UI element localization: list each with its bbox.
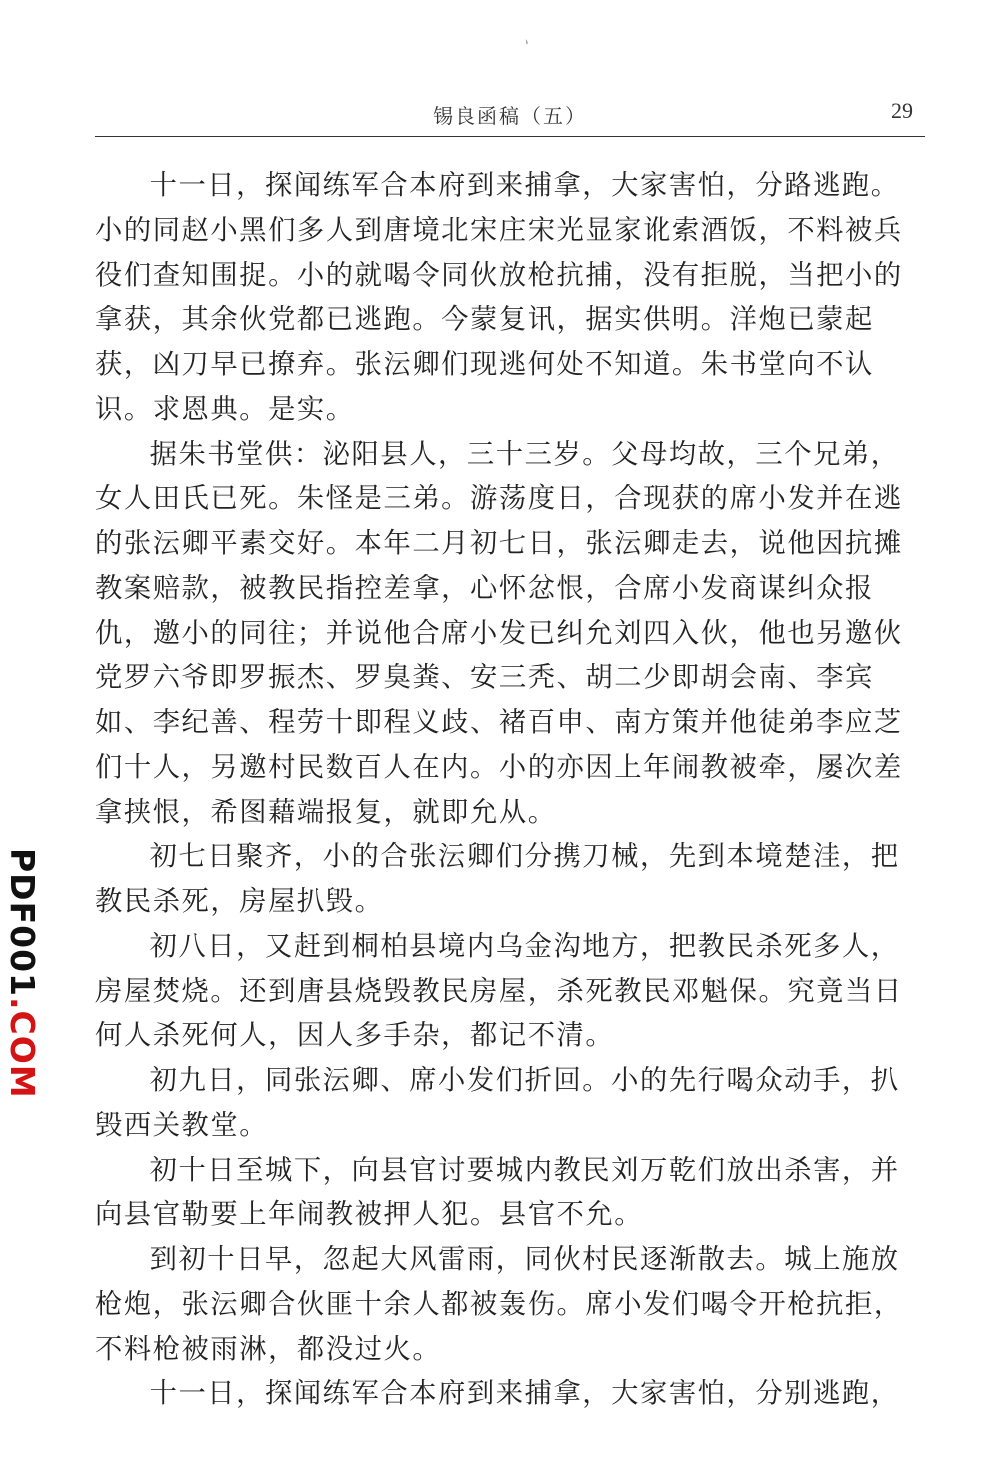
text-line: 们十人，另邀村民数百人在内。小的亦因上年闹教被牵，屡次差 [95,751,903,783]
running-header [95,96,925,137]
text-line: 仇，邀小的同往；并说他合席小发已纠允刘四入伙，他也另邀伙 [95,617,903,649]
paragraph [95,433,927,836]
text-line: 初八日，又赶到桐柏县境内乌金沟地方，把教民杀死多人， [149,930,900,962]
text-line: 拿挟恨，希图藉端报复，就即允从。 [95,796,557,828]
text-line: 十一日，探闻练军合本府到来捕拿，大家害怕，分路逃跑。 [149,170,900,201]
text-line: 枪炮，张沄卿合伙匪十余人都被轰伤。席小发们喝令开枪抗拒， [95,1288,903,1320]
text-line: 获，凶刀早已撩弃。张沄卿们现逃何处不知道。朱书堂向不认 [95,349,874,380]
text-line: 初九日，同张沄卿、席小发们折回。小的先行喝众动手，扒 [149,1065,900,1096]
watermark-text-red: .COM [3,997,42,1099]
paragraph [95,1149,927,1239]
text-line: 据朱书堂供：泌阳县人，三十三岁。父母均故，三个兄弟， [149,438,900,470]
paragraph [95,835,927,925]
text-line: 如、李纪善、程劳十即程义歧、褚百申、南方策并他徒弟李应芝 [95,707,903,738]
text-line: 役们查知围捉。小的就喝令同伙放枪抗捕，没有拒脱，当把小的 [95,259,903,291]
paragraph [95,925,927,1059]
body-text [95,164,927,1417]
text-line: 小的同赵小黑们多人到唐境北宋庄宋光显家讹索酒饭，不料被兵 [95,214,903,246]
paragraph [95,1372,927,1417]
site-watermark [3,848,42,1099]
text-line: 教民杀死，房屋扒毁。 [95,886,384,917]
text-line: 不料枪被雨淋，都没过火。 [95,1333,442,1365]
watermark-text-black: PDF001 [3,848,42,998]
text-line: 房屋焚烧。还到唐县烧毁教民房屋，杀死教民邓魁保。究竟当日 [95,975,903,1007]
text-line: 到初十日早，忽起大风雷雨，同伙村民逐渐散去。城上施放 [149,1244,900,1275]
text-line: 向县官勒要上年闹教被押人犯。县官不允。 [95,1199,644,1231]
page-number: 29 [891,98,913,123]
paragraph [95,1238,927,1372]
paragraph [95,1059,927,1149]
text-line: 女人田氏已死。朱怪是三弟。游荡度日，合现获的席小发并在逃 [95,483,903,515]
text-line: 识。求恩典。是实。 [95,393,355,425]
text-line: 初十日至城下，向县官讨要城内教民刘万乾们放出杀害，并 [149,1154,900,1186]
paragraph [95,164,927,433]
text-line: 毁西关教堂。 [95,1109,269,1141]
stray-ink-mark: 、 [522,30,543,52]
running-title: 锡良函稿（五） [433,104,587,128]
text-line: 的张沄卿平素交好。本年二月初七日，张沄卿走去，说他因抗摊 [95,528,903,559]
text-line: 党罗六爷即罗振杰、罗臭粪、安三秃、胡二少即胡会南、李宾 [95,662,874,694]
text-line: 拿获，其余伙党都已逃跑。今蒙复讯，据实供明。洋炮已蒙起 [95,304,874,336]
text-line: 何人杀死何人，因人多手杂，都记不清。 [95,1020,615,1052]
text-line: 十一日，探闻练军合本府到来捕拿，大家害怕，分别逃跑， [149,1378,900,1410]
text-line: 教案赔款，被教民指控差拿，心怀忿恨，合席小发商谋纠众报 [95,572,874,604]
text-line: 初七日聚齐，小的合张沄卿们分携刀械，先到本境楚洼，把 [149,841,900,873]
